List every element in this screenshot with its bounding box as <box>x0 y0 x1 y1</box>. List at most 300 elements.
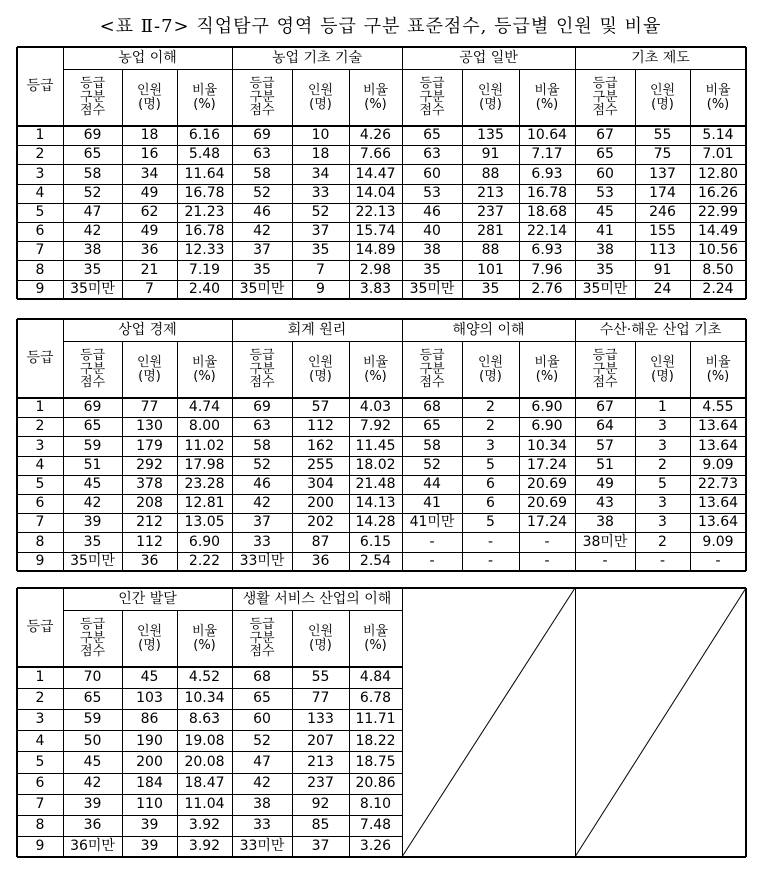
ratio-cell: 14.28 <box>355 514 396 531</box>
cutoff-score-cell: 43 <box>596 495 614 512</box>
ratio-cell: 11.45 <box>355 437 396 454</box>
ratio-cell: 6.90 <box>188 533 221 550</box>
count-cell: 49 <box>140 223 159 240</box>
cutoff-score-header: 등급 구분 점수 <box>79 76 106 119</box>
count-cell: 304 <box>307 476 334 493</box>
cutoff-score-cell: 68 <box>253 669 271 686</box>
count-cell: - <box>659 552 666 569</box>
ratio-cell: 20.69 <box>526 476 568 493</box>
cutoff-score-cell: 65 <box>596 146 614 163</box>
count-cell: 24 <box>653 280 672 297</box>
grade-label: 3 <box>35 165 45 182</box>
grade-label: 4 <box>35 456 45 473</box>
cutoff-score-cell: 33 <box>253 533 271 550</box>
cutoff-score-cell: 33미만 <box>239 838 285 854</box>
grade-label: 1 <box>35 127 45 144</box>
cutoff-score-cell: 60 <box>596 165 614 182</box>
count-cell: 200 <box>307 495 334 512</box>
count-cell: 6 <box>486 476 495 493</box>
ratio-cell: 12.80 <box>697 165 739 182</box>
cutoff-score-cell: 65 <box>83 146 102 163</box>
cutoff-score-cell: 52 <box>83 184 102 201</box>
grade-label: 7 <box>35 514 45 531</box>
empty-cell-diagonal <box>402 588 575 857</box>
cutoff-score-cell: 35미만 <box>70 280 115 297</box>
cutoff-score-cell: 67 <box>596 399 614 416</box>
cutoff-score-cell: 58 <box>253 437 271 454</box>
count-cell: - <box>487 533 494 550</box>
grade-label: 5 <box>35 476 45 493</box>
grade-label: 8 <box>35 261 45 278</box>
count-cell: 292 <box>136 456 163 473</box>
grade-label: 6 <box>35 774 45 791</box>
cutoff-score-cell: 35 <box>83 533 102 550</box>
count-cell: 113 <box>649 242 676 259</box>
cutoff-score-cell: 35미만 <box>409 280 455 297</box>
ratio-header: 비율 (%) <box>191 623 218 653</box>
cutoff-score-header: 등급 구분 점수 <box>249 76 275 119</box>
ratio-cell: 8.50 <box>702 261 734 278</box>
ratio-header: 비율 (%) <box>534 82 560 112</box>
cutoff-score-cell: 59 <box>83 711 102 728</box>
count-cell: 2 <box>658 456 667 473</box>
cutoff-score-header: 등급 구분 점수 <box>592 348 618 391</box>
cutoff-score-header: 등급 구분 점수 <box>592 76 618 119</box>
count-cell: 246 <box>649 204 676 221</box>
ratio-cell: 7.01 <box>702 146 734 163</box>
count-cell: 3 <box>486 437 495 454</box>
count-cell: 37 <box>311 838 330 854</box>
ratio-cell: 14.04 <box>355 184 396 201</box>
count-cell: 86 <box>140 711 159 728</box>
count-header: 인원 (명) <box>307 623 334 653</box>
cutoff-score-cell: 35미만 <box>582 280 628 297</box>
count-header: 인원 (명) <box>136 82 163 112</box>
count-cell: 36 <box>140 242 159 259</box>
cutoff-score-cell: 63 <box>253 418 271 435</box>
ratio-cell: 4.84 <box>359 669 392 686</box>
ratio-cell: 10.34 <box>184 690 225 707</box>
count-header: 인원 (명) <box>649 82 676 112</box>
ratio-cell: 13.64 <box>697 514 739 531</box>
grade-label: 9 <box>35 280 45 297</box>
ratio-cell: 8.63 <box>188 711 221 728</box>
ratio-cell: 11.64 <box>184 165 225 182</box>
count-cell: 57 <box>311 399 330 416</box>
ratio-cell: 20.86 <box>355 774 396 791</box>
grade-label: 4 <box>35 732 45 749</box>
count-cell: 18 <box>311 146 330 163</box>
cutoff-score-cell: 46 <box>253 476 271 493</box>
cutoff-score-cell: 46 <box>253 204 271 221</box>
ratio-cell: 4.74 <box>188 399 221 416</box>
ratio-header: 비율 (%) <box>191 82 218 112</box>
cutoff-score-cell: 39 <box>83 514 102 531</box>
ratio-cell: 4.26 <box>359 127 392 144</box>
subject-header: 농업 기초 기술 <box>271 49 363 66</box>
cutoff-score-cell: 67 <box>596 127 614 144</box>
grade-label: 1 <box>35 399 45 416</box>
cutoff-score-cell: 44 <box>423 476 441 493</box>
count-cell: 91 <box>653 261 672 278</box>
grade-label: 5 <box>35 753 45 770</box>
ratio-header: 비율 (%) <box>191 354 218 384</box>
count-cell: 18 <box>140 127 159 144</box>
ratio-cell: 12.33 <box>184 242 225 259</box>
ratio-cell: 16.26 <box>697 184 739 201</box>
cutoff-score-cell: 35미만 <box>239 280 285 297</box>
cutoff-score-header: 등급 구분 점수 <box>419 76 445 119</box>
cutoff-score-cell: 38미만 <box>582 533 628 550</box>
cutoff-score-cell: 69 <box>253 127 271 144</box>
ratio-cell: 6.90 <box>531 418 563 435</box>
ratio-cell: 13.64 <box>697 495 739 512</box>
ratio-cell: 6.93 <box>531 165 563 182</box>
cutoff-score-cell: 47 <box>83 204 102 221</box>
cutoff-score-cell: - <box>429 552 435 569</box>
count-header: 인원 (명) <box>649 354 676 384</box>
count-cell: 1 <box>658 399 667 416</box>
count-cell: 77 <box>140 399 159 416</box>
grade-label: 2 <box>35 418 45 435</box>
ratio-cell: 7.96 <box>531 261 563 278</box>
cutoff-score-cell: 38 <box>253 795 271 812</box>
count-cell: 179 <box>136 437 163 454</box>
count-header: 인원 (명) <box>307 354 334 384</box>
cutoff-score-cell: 51 <box>596 456 614 473</box>
ratio-cell: 2.40 <box>188 280 221 297</box>
cutoff-score-cell: 60 <box>423 165 441 182</box>
subject-header: 회계 원리 <box>287 321 347 338</box>
cutoff-score-cell: 70 <box>83 669 102 686</box>
cutoff-score-cell: 38 <box>596 514 614 531</box>
ratio-header: 비율 (%) <box>705 82 731 112</box>
ratio-cell: 22.73 <box>697 476 739 493</box>
grade-label: 7 <box>35 242 45 259</box>
cutoff-score-cell: 47 <box>253 753 271 770</box>
ratio-cell: 6.78 <box>359 690 392 707</box>
grade-label: 9 <box>35 552 45 569</box>
grade-label: 2 <box>35 146 45 163</box>
ratio-cell: 12.81 <box>184 495 225 512</box>
cutoff-score-cell: 42 <box>253 495 271 512</box>
count-cell: 35 <box>311 242 330 259</box>
ratio-cell: 22.99 <box>697 204 739 221</box>
ratio-cell: 18.68 <box>526 204 568 221</box>
grade-header: 등급 <box>26 350 54 367</box>
cutoff-score-cell: 52 <box>253 732 271 749</box>
cutoff-score-cell: 39 <box>83 795 102 812</box>
cutoff-score-cell: 51 <box>83 456 102 473</box>
count-cell: 378 <box>136 476 163 493</box>
ratio-cell: 2.54 <box>359 552 392 569</box>
subject-header: 공업 일반 <box>459 49 518 66</box>
count-cell: 33 <box>311 184 330 201</box>
cutoff-score-cell: 35 <box>83 261 102 278</box>
count-cell: 85 <box>311 816 330 833</box>
count-cell: 5 <box>486 456 495 473</box>
ratio-cell: 7.48 <box>359 816 392 833</box>
count-cell: 36 <box>140 552 159 569</box>
subject-header: 수산·해운 산업 기초 <box>599 321 722 338</box>
count-cell: 9 <box>316 280 325 297</box>
cutoff-score-cell: 38 <box>83 242 102 259</box>
ratio-cell: - <box>715 552 721 569</box>
ratio-cell: 4.52 <box>188 669 221 686</box>
cutoff-score-cell: 38 <box>596 242 614 259</box>
cutoff-score-header: 등급 구분 점수 <box>79 617 106 660</box>
count-cell: 155 <box>649 223 676 240</box>
grade-label: 8 <box>35 533 45 550</box>
cutoff-score-cell: 68 <box>423 399 441 416</box>
ratio-cell: 18.47 <box>184 774 225 791</box>
cutoff-score-header: 등급 구분 점수 <box>249 617 275 660</box>
cutoff-score-cell: 38 <box>423 242 441 259</box>
grade-label: 2 <box>35 690 45 707</box>
ratio-cell: 17.24 <box>526 456 568 473</box>
cutoff-score-cell: 49 <box>596 476 614 493</box>
table-title: <표 Ⅱ-7> 직업탐구 영역 등급 구분 표준점수, 등급별 인원 및 비율 <box>99 16 662 37</box>
ratio-cell: 14.13 <box>355 495 396 512</box>
ratio-cell: 13.64 <box>697 437 739 454</box>
cutoff-score-cell: 36 <box>83 816 102 833</box>
cutoff-score-cell: 58 <box>253 165 271 182</box>
count-cell: 88 <box>481 242 500 259</box>
cutoff-score-cell: 37 <box>253 242 271 259</box>
count-cell: 213 <box>477 184 504 201</box>
count-cell: 2 <box>486 418 495 435</box>
ratio-cell: 17.24 <box>526 514 568 531</box>
ratio-cell: 21.48 <box>355 476 396 493</box>
ratio-cell: 20.08 <box>184 753 225 770</box>
ratio-cell: 13.64 <box>697 418 739 435</box>
cutoff-score-cell: 37 <box>253 514 271 531</box>
grade-header: 등급 <box>26 619 54 636</box>
count-cell: 39 <box>140 816 159 833</box>
subject-header: 기초 제도 <box>631 49 690 66</box>
count-cell: 75 <box>653 146 672 163</box>
count-header: 인원 (명) <box>477 82 504 112</box>
ratio-cell: 10.34 <box>526 437 568 454</box>
ratio-cell: 17.98 <box>184 456 225 473</box>
ratio-header: 비율 (%) <box>705 354 731 384</box>
count-cell: 5 <box>658 476 667 493</box>
count-cell: 16 <box>140 146 159 163</box>
count-cell: 45 <box>140 669 159 686</box>
count-cell: 10 <box>311 127 330 144</box>
cutoff-score-cell: 65 <box>83 690 102 707</box>
count-cell: 101 <box>477 261 504 278</box>
count-cell: 162 <box>307 437 334 454</box>
cutoff-score-cell: 65 <box>83 418 102 435</box>
ratio-cell: 7.17 <box>531 146 563 163</box>
ratio-cell: 7.19 <box>188 261 221 278</box>
cutoff-score-cell: 45 <box>83 476 102 493</box>
cutoff-score-cell: 36미만 <box>70 838 115 854</box>
cutoff-score-cell: 64 <box>596 418 614 435</box>
cutoff-score-cell: 52 <box>253 456 271 473</box>
ratio-header: 비율 (%) <box>362 82 389 112</box>
count-cell: 135 <box>477 127 504 144</box>
ratio-cell: 7.66 <box>359 146 392 163</box>
count-cell: 35 <box>481 280 500 297</box>
ratio-cell: 9.09 <box>702 456 734 473</box>
count-cell: 34 <box>311 165 330 182</box>
count-cell: 36 <box>311 552 330 569</box>
ratio-cell: 18.75 <box>355 753 396 770</box>
count-cell: 39 <box>140 838 159 854</box>
ratio-cell: - <box>544 533 550 550</box>
cutoff-score-cell: 52 <box>253 184 271 201</box>
grade-label: 1 <box>35 669 45 686</box>
grade-label: 4 <box>35 184 45 201</box>
cutoff-score-header: 등급 구분 점수 <box>419 348 445 391</box>
ratio-cell: 3.83 <box>359 280 392 297</box>
cutoff-score-cell: 65 <box>423 127 441 144</box>
cutoff-score-cell: 35 <box>423 261 441 278</box>
count-cell: 6 <box>486 495 495 512</box>
count-cell: 133 <box>307 711 334 728</box>
ratio-cell: 2.98 <box>359 261 392 278</box>
cutoff-score-cell: 45 <box>596 204 614 221</box>
ratio-cell: 19.08 <box>184 732 225 749</box>
cutoff-score-cell: 42 <box>83 223 102 240</box>
count-cell: 3 <box>658 495 667 512</box>
count-cell: 212 <box>136 514 163 531</box>
cutoff-score-cell: 69 <box>83 127 102 144</box>
subject-header: 인간 발달 <box>118 590 177 607</box>
count-cell: 200 <box>136 753 163 770</box>
ratio-cell: 6.90 <box>531 399 563 416</box>
ratio-cell: 5.14 <box>702 127 734 144</box>
count-header: 인원 (명) <box>136 354 163 384</box>
count-cell: 88 <box>481 165 500 182</box>
cutoff-score-cell: 42 <box>253 774 271 791</box>
cutoff-score-cell: 65 <box>423 418 441 435</box>
cutoff-score-cell: 65 <box>253 690 271 707</box>
count-cell: 103 <box>136 690 163 707</box>
count-cell: 62 <box>140 204 159 221</box>
count-cell: 202 <box>307 514 334 531</box>
count-cell: 137 <box>649 165 676 182</box>
subject-header: 해양의 이해 <box>452 321 525 338</box>
ratio-cell: 6.15 <box>359 533 392 550</box>
cutoff-score-cell: 57 <box>596 437 614 454</box>
empty-cell-diagonal <box>575 588 746 857</box>
ratio-cell: 16.78 <box>184 184 225 201</box>
grade-label: 6 <box>35 495 45 512</box>
count-cell: 34 <box>140 165 159 182</box>
cutoff-score-cell: 63 <box>253 146 271 163</box>
cutoff-score-cell: 35 <box>596 261 614 278</box>
count-cell: 49 <box>140 184 159 201</box>
grade-header: 등급 <box>26 78 54 95</box>
count-cell: 52 <box>311 204 330 221</box>
ratio-cell: 3.92 <box>188 816 221 833</box>
cutoff-score-header: 등급 구분 점수 <box>79 348 106 391</box>
cutoff-score-cell: 59 <box>83 437 102 454</box>
cutoff-score-cell: 53 <box>423 184 441 201</box>
count-cell: - <box>487 552 494 569</box>
count-cell: 112 <box>307 418 334 435</box>
cutoff-score-cell: 53 <box>596 184 614 201</box>
grade-label: 6 <box>35 223 45 240</box>
count-header: 인원 (명) <box>477 354 504 384</box>
count-cell: 237 <box>307 774 334 791</box>
count-cell: 21 <box>140 261 159 278</box>
cutoff-score-cell: 50 <box>83 732 102 749</box>
count-cell: 207 <box>307 732 334 749</box>
count-cell: 55 <box>311 669 330 686</box>
ratio-cell: 14.89 <box>355 242 396 259</box>
cutoff-score-cell: 52 <box>423 456 441 473</box>
cutoff-score-cell: 33미만 <box>239 552 285 569</box>
count-cell: 110 <box>136 795 163 812</box>
cutoff-score-cell: 69 <box>253 399 271 416</box>
cutoff-score-cell: - <box>429 533 435 550</box>
ratio-cell: 2.22 <box>188 552 221 569</box>
cutoff-score-header: 등급 구분 점수 <box>249 348 275 391</box>
count-cell: 87 <box>311 533 330 550</box>
cutoff-score-cell: 58 <box>83 165 102 182</box>
count-cell: 55 <box>653 127 672 144</box>
count-cell: 91 <box>481 146 500 163</box>
ratio-cell: 6.93 <box>531 242 563 259</box>
ratio-cell: 14.47 <box>355 165 396 182</box>
count-cell: 3 <box>658 418 667 435</box>
ratio-cell: - <box>544 552 550 569</box>
ratio-cell: 8.10 <box>359 795 392 812</box>
ratio-cell: 7.92 <box>359 418 392 435</box>
subject-header: 농업 이해 <box>118 49 177 66</box>
ratio-cell: 3.26 <box>359 838 392 854</box>
ratio-header: 비율 (%) <box>362 354 389 384</box>
cutoff-score-cell: 41 <box>423 495 441 512</box>
ratio-cell: 23.28 <box>184 476 225 493</box>
ratio-cell: 5.48 <box>188 146 221 163</box>
grade-label: 9 <box>35 838 45 854</box>
grade-label: 8 <box>35 816 45 833</box>
count-cell: 77 <box>311 690 330 707</box>
cutoff-score-cell: 63 <box>423 146 441 163</box>
ratio-cell: 11.02 <box>184 437 225 454</box>
count-cell: 213 <box>307 753 334 770</box>
grade-label: 5 <box>35 204 45 221</box>
ratio-header: 비율 (%) <box>362 623 389 653</box>
count-header: 인원 (명) <box>307 82 334 112</box>
count-cell: 208 <box>136 495 163 512</box>
subject-header: 상업 경제 <box>118 321 177 338</box>
ratio-cell: 21.23 <box>184 204 225 221</box>
count-cell: 255 <box>307 456 334 473</box>
ratio-cell: 18.22 <box>355 732 396 749</box>
cutoff-score-cell: 35미만 <box>70 552 115 569</box>
ratio-cell: 4.03 <box>359 399 392 416</box>
ratio-cell: 10.56 <box>697 242 739 259</box>
cutoff-score-cell: 42 <box>83 495 102 512</box>
cutoff-score-cell: 41 <box>596 223 614 240</box>
ratio-cell: 2.24 <box>702 280 734 297</box>
ratio-cell: 6.16 <box>188 127 221 144</box>
cutoff-score-cell: 41미만 <box>409 514 455 531</box>
subject-header: 생활 서비스 산업의 이해 <box>242 590 392 607</box>
count-cell: 130 <box>136 418 163 435</box>
ratio-cell: 13.05 <box>184 514 225 531</box>
cutoff-score-cell: 33 <box>253 816 271 833</box>
cutoff-score-cell: 58 <box>423 437 441 454</box>
count-cell: 2 <box>486 399 495 416</box>
ratio-cell: 11.71 <box>355 711 396 728</box>
